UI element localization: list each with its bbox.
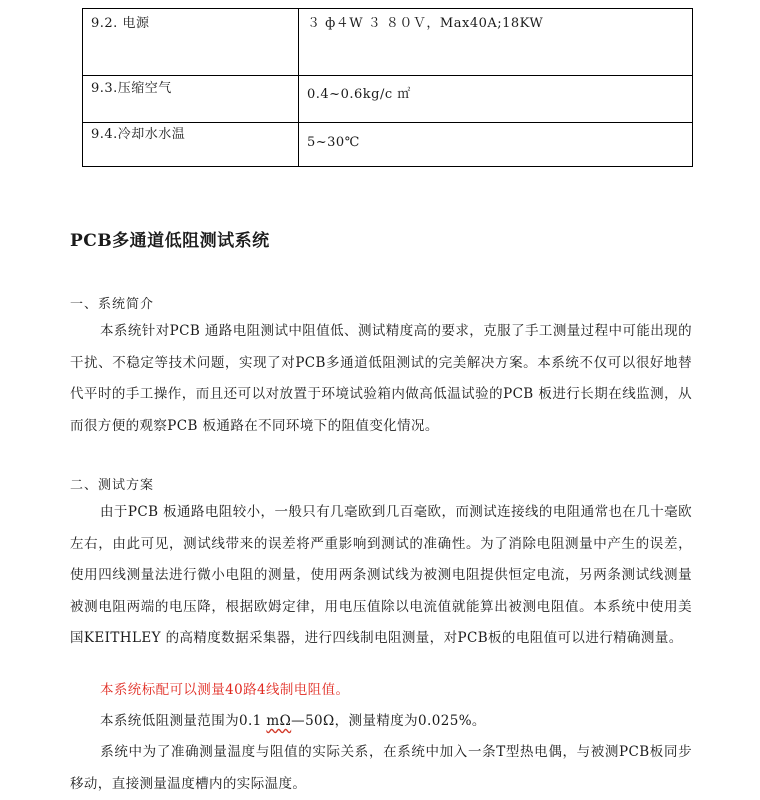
brand-text: 美国KEITHLEY 的: [70, 598, 692, 646]
plan-text-b: 高精度数据采集器，进行四线制电阻测量，对PCB板的电阻值可以进行精确测量。: [179, 630, 683, 646]
range-prefix: 本系统低阻测量范围为: [100, 713, 239, 729]
spec-value-text: ３ ф４W ３ ８０Ｖ，Max40A;18KW: [307, 16, 544, 31]
spec-label: 9.4.冷却水水温: [83, 123, 299, 167]
intro-paragraph: [70, 316, 692, 442]
thermocouple-text: 系统中为了准确测量温度与阻值的实际关系，在系统中加入一条T型热电偶，与被测PCB板同步移动，直接测量温度槽内的实际温度。: [70, 744, 692, 792]
thermocouple-paragraph: [70, 737, 692, 800]
section-heading-plan: 二、测试方案: [70, 478, 155, 493]
plan-text-a: 由于PCB 板通路电阻较小，一般只有几毫欧到几百毫欧，而测试连接线的电阻通常也在几十毫欧左右，由此可见，测试线带来的误差将严重影响到测试的准确性。为了消除电阻测量中产生的误差，使用四线测量法进行微小电阻的测量，使用两条测试线为被测电阻提供恒定电流，另两条测试线测量被测电阻两端的电压降，根据欧姆定律，用电压值除以电流值就能算出被测电阻值。本系统中使用: [70, 504, 692, 615]
intro-text: 本系统针对PCB 通路电阻测试中阻值低、测试精度高的要求，克服了手工测量过程中可能出现的干扰、不稳定等技术问题，实现了对PCB多通道低阻测试的完美解决方案。本系统不仅可以很好地替代平时的手工操作，而且还可以对放置于环境试验箱内做高低温试验的PCB 板进行长期在线监测，从而很方便的观察PCB 板通路在不同环境下的阻值变化情况。: [70, 323, 692, 434]
spec-table: [82, 8, 693, 167]
spec-value: [299, 9, 693, 76]
spec-row-power: [83, 9, 693, 76]
red-note: [70, 675, 692, 707]
red-note-text: 本系统标配可以测量40路4线制电阻值。: [100, 682, 350, 698]
spec-value-text: 5~30℃: [307, 135, 360, 150]
spec-value: [299, 76, 693, 123]
section-heading-intro: 一、系统简介: [70, 297, 155, 312]
plan-paragraph: [70, 497, 692, 655]
spec-label: 9.3.压缩空气: [83, 76, 299, 123]
document-title: PCB多通道低阻测试系统: [70, 231, 270, 251]
range-line: [70, 706, 692, 738]
range-unit: mΩ: [266, 713, 292, 729]
range-low: 0.1: [239, 713, 267, 729]
spec-label: 9.2. 电源: [83, 9, 299, 76]
spec-row-air: [83, 76, 693, 123]
spec-row-water: [83, 123, 693, 167]
spec-value-text: 0.4~0.6kg/c ㎡: [307, 87, 411, 102]
spec-value: [299, 123, 693, 167]
range-suffix: —50Ω，测量精度为0.025%。: [291, 713, 486, 729]
